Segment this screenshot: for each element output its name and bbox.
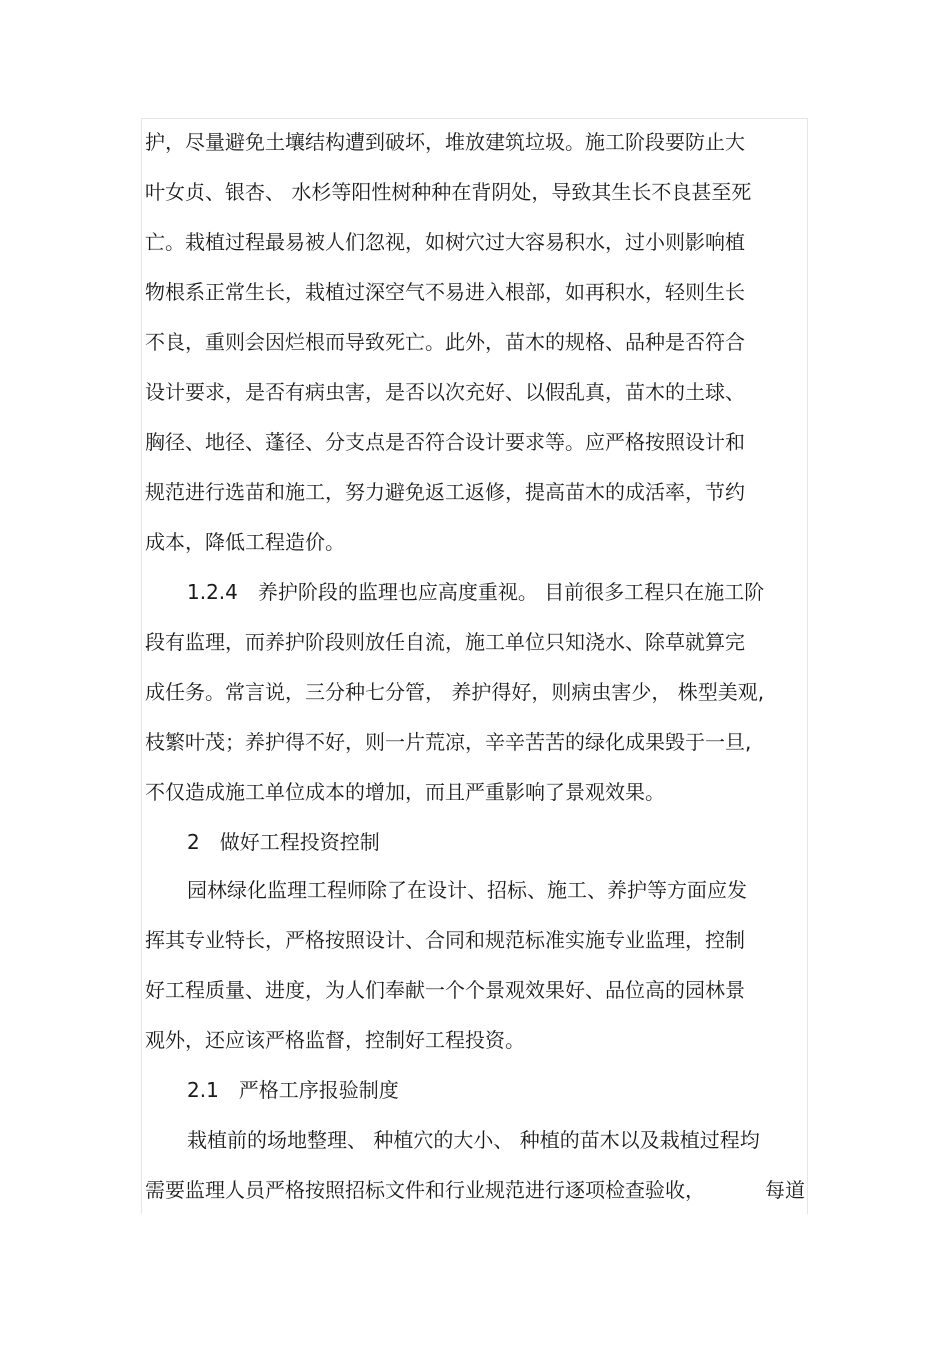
text-line: 栽植前的场地整理、 种植穴的大小、 种植的苗木以及栽植过程均 <box>187 1128 760 1152</box>
text-line: 段有监理，而养护阶段则放任自流，施工单位只知浇水、除草就算完 <box>145 630 745 654</box>
section-heading-2-1: 2.1 严格工序报验制度 <box>187 1078 399 1102</box>
text-line-last <box>145 1176 805 1204</box>
text-line: 好工程质量、进度，为人们奉献一个个景观效果好、品位高的园林景 <box>145 978 745 1002</box>
text-line: 规范进行选苗和施工，努力避免返工返修，提高苗木的成活率，节约 <box>145 480 745 504</box>
section-heading-1-2-4: 1.2.4 养护阶段的监理也应高度重视。 目前很多工程只在施工阶 <box>187 580 765 604</box>
text-line: 成任务。常言说，三分种七分管， 养护得好，则病虫害少， 株型美观, <box>145 680 765 704</box>
text-line: 不良，重则会因烂根而导致死亡。此外，苗木的规格、品种是否符合 <box>145 330 745 354</box>
text-line: 叶女贞、银杏、 水杉等阳性树种种在背阴处，导致其生长不良甚至死 <box>145 180 752 204</box>
text-line: 不仅造成施工单位成本的增加，而且严重影响了景观效果。 <box>145 780 665 804</box>
text-line: 设计要求，是否有病虫害，是否以次充好、以假乱真，苗木的土球、 <box>145 380 745 404</box>
text-line: 枝繁叶茂；养护得不好，则一片荒凉，辛辛苦苦的绿化成果毁于一旦, <box>145 730 752 754</box>
text-line: 亡。栽植过程最易被人们忽视，如树穴过大容易积水，过小则影响植 <box>145 230 745 254</box>
section-heading-2: 2 做好工程投资控制 <box>187 830 380 854</box>
text-line: 观外，还应该严格监督，控制好工程投资。 <box>145 1028 525 1052</box>
text-line-last-left: 需要监理人员严格按照招标文件和行业规范进行逐项检查验收， <box>145 1178 705 1202</box>
text-line-last-right: 每道 <box>765 1178 805 1202</box>
text-line: 成本，降低工程造价。 <box>145 530 345 554</box>
text-line: 物根系正常生长，栽植过深空气不易进入根部，如再积水，轻则生长 <box>145 280 745 304</box>
text-line: 胸径、地径、蓬径、分支点是否符合设计要求等。应严格按照设计和 <box>145 430 745 454</box>
text-line: 护，尽量避免土壤结构遭到破坏，堆放建筑垃圾。施工阶段要防止大 <box>145 130 745 154</box>
text-line: 园林绿化监理工程师除了在设计、招标、施工、养护等方面应发 <box>187 878 747 902</box>
text-line: 挥其专业特长，严格按照设计、合同和规范标准实施专业监理，控制 <box>145 928 745 952</box>
